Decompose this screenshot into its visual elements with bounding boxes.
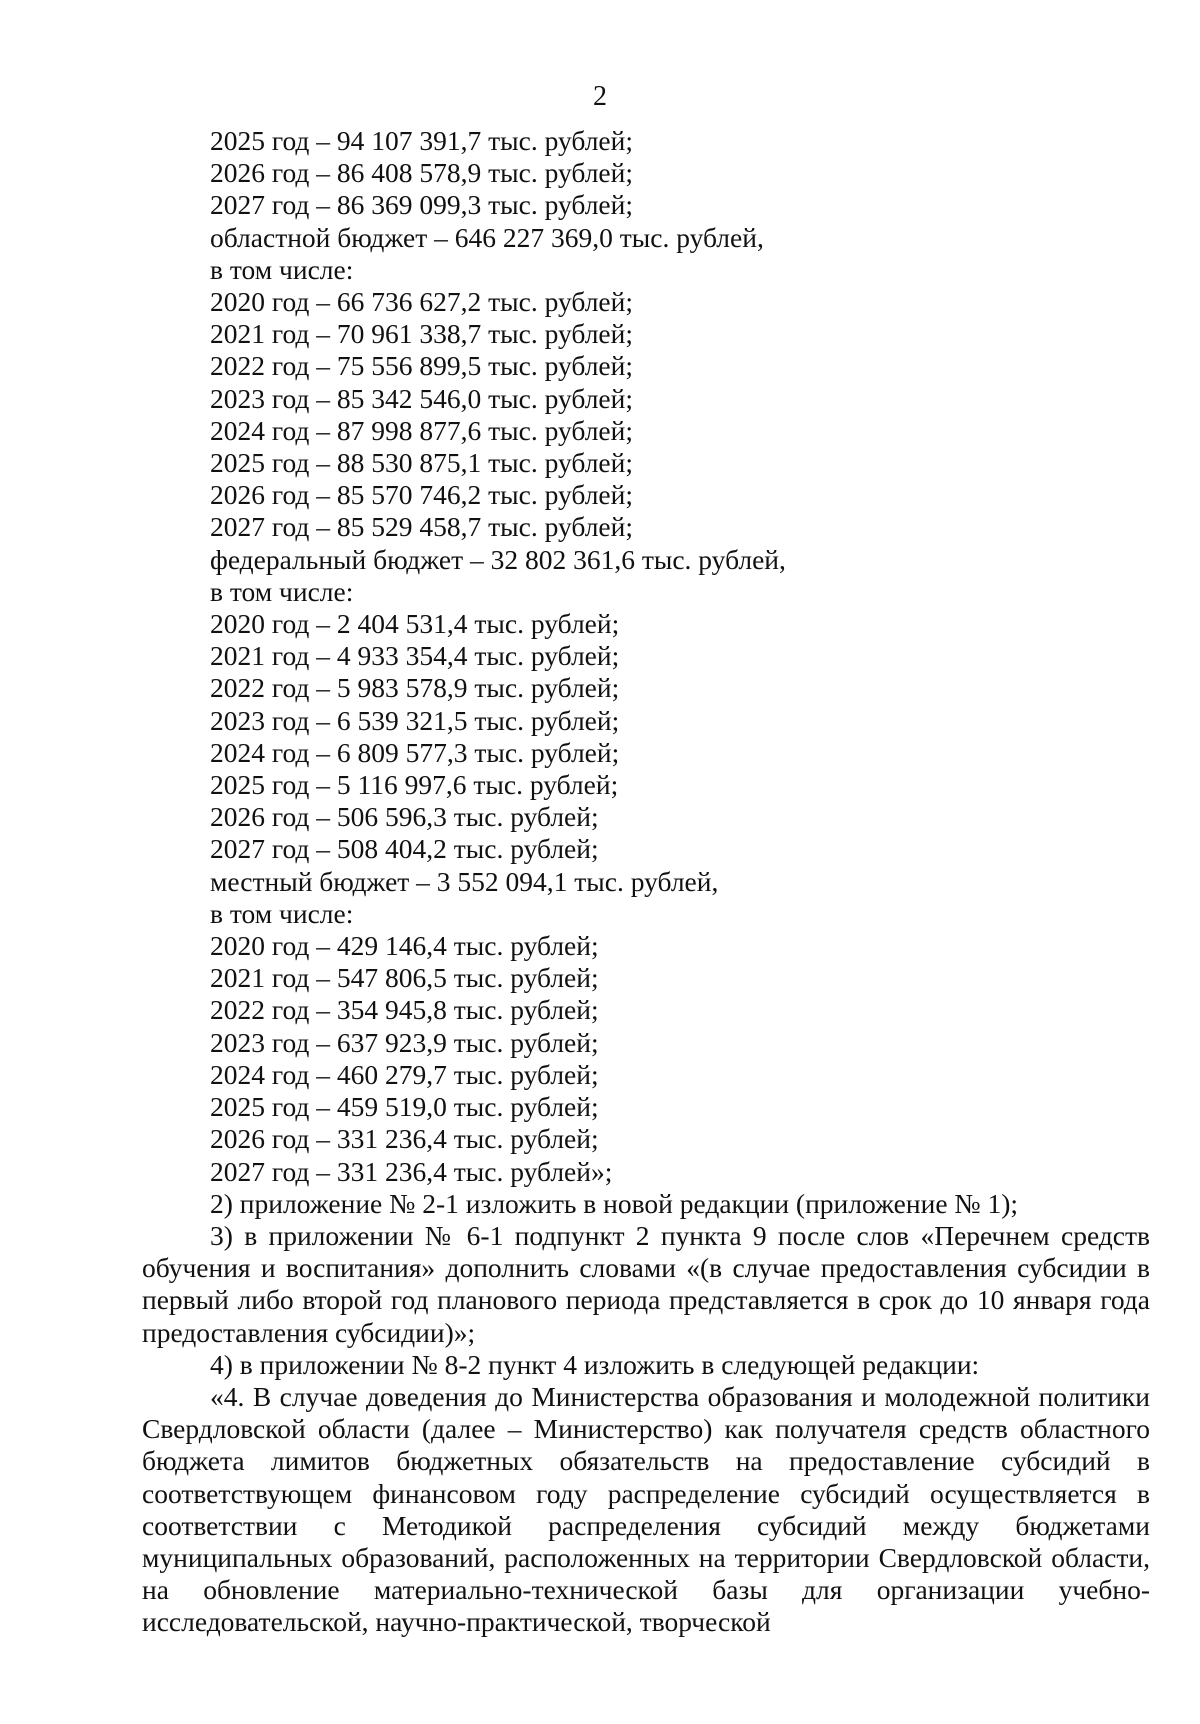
page-number: 2: [593, 81, 607, 112]
budget-line-regional-total: областной бюджет – 646 227 369,0 тыс. рублей,: [210, 221, 764, 253]
amendment-paragraph-4: 4) в приложении № 8-2 пункт 4 изложить в следующей редакции:: [210, 1348, 980, 1380]
budget-line: 2023 год – 85 342 546,0 тыс. рублей;: [210, 382, 633, 414]
budget-line: 2026 год – 331 236,4 тыс. рублей;: [210, 1123, 599, 1155]
budget-line: 2024 год – 6 809 577,3 тыс. рублей;: [210, 736, 620, 768]
budget-line: 2025 год – 88 530 875,1 тыс. рублей;: [210, 447, 633, 479]
budget-line: 2025 год – 5 116 997,6 тыс. рублей;: [210, 769, 619, 801]
budget-line: 2022 год – 75 556 899,5 тыс. рублей;: [210, 350, 633, 382]
budget-line: 2023 год – 6 539 321,5 тыс. рублей;: [210, 704, 620, 736]
budget-line: 2020 год – 66 736 627,2 тыс. рублей;: [210, 286, 633, 318]
budget-line: 2020 год – 429 146,4 тыс. рублей;: [210, 930, 599, 962]
budget-line: 2025 год – 94 107 391,7 тыс. рублей;: [210, 125, 633, 156]
budget-line: 2021 год – 4 933 354,4 тыс. рублей;: [210, 640, 620, 672]
budget-line: в том числе:: [210, 575, 354, 607]
budget-line: 2026 год – 86 408 578,9 тыс. рублей;: [210, 157, 633, 189]
budget-line: 2021 год – 70 961 338,7 тыс. рублей;: [210, 318, 633, 350]
amendment-quoted-clause-4: «4. В случае доведения до Министерства образования и молодежной политики Свердловской области (далее – Министерство) как получателя средств областного бюджета лимитов бюджетных обязательств на предоставление субсидий в соответствующем финансовом году распределение субсидий осуществляется в соответствии с Методикой распределения субсидий между бюджетами муниципальных образований, расположенных на территории Свердловской области, на обновление материально-технической базы для организации учебно-исследовательской, научно-практической, творческой: [142, 1380, 1150, 1638]
budget-line: 2024 год – 460 279,7 тыс. рублей;: [210, 1058, 599, 1090]
budget-line: 2024 год – 87 998 877,6 тыс. рублей;: [210, 414, 633, 446]
budget-line-federal-total: федеральный бюджет – 32 802 361,6 тыс. рублей,: [210, 543, 786, 575]
budget-line: 2026 год – 85 570 746,2 тыс. рублей;: [210, 479, 633, 511]
document-body: [142, 125, 1150, 1639]
budget-line: 2027 год – 508 404,2 тыс. рублей;: [210, 833, 599, 865]
budget-line: в том числе:: [210, 253, 354, 285]
budget-line-local-total: местный бюджет – 3 552 094,1 тыс. рублей,: [210, 865, 719, 897]
budget-line: в том числе:: [210, 897, 354, 929]
budget-line: 2023 год – 637 923,9 тыс. рублей;: [210, 1026, 599, 1058]
budget-line: 2027 год – 331 236,4 тыс. рублей»;: [210, 1155, 613, 1187]
budget-line: 2021 год – 547 806,5 тыс. рублей;: [210, 962, 599, 994]
budget-line: 2027 год – 85 529 458,7 тыс. рублей;: [210, 511, 633, 543]
budget-line: 2027 год – 86 369 099,3 тыс. рублей;: [210, 189, 633, 221]
amendment-paragraph-3: 3) в приложении № 6-1 подпункт 2 пункта 9 после слов «Перечнем средств обучения и воспитания» дополнить словами «(в случае предоставления субсидии в первый либо второй год планового периода представляется в срок до 10 января года предоставления субсидии)»;: [142, 1219, 1150, 1348]
budget-line: 2022 год – 354 945,8 тыс. рублей;: [210, 994, 599, 1026]
budget-line: 2025 год – 459 519,0 тыс. рублей;: [210, 1091, 599, 1123]
budget-line: 2026 год – 506 596,3 тыс. рублей;: [210, 801, 599, 833]
budget-line: 2022 год – 5 983 578,9 тыс. рублей;: [210, 672, 620, 704]
amendment-paragraph-2: 2) приложение № 2-1 изложить в новой редакции (приложение № 1);: [210, 1187, 1019, 1219]
budget-line: 2020 год – 2 404 531,4 тыс. рублей;: [210, 608, 620, 640]
